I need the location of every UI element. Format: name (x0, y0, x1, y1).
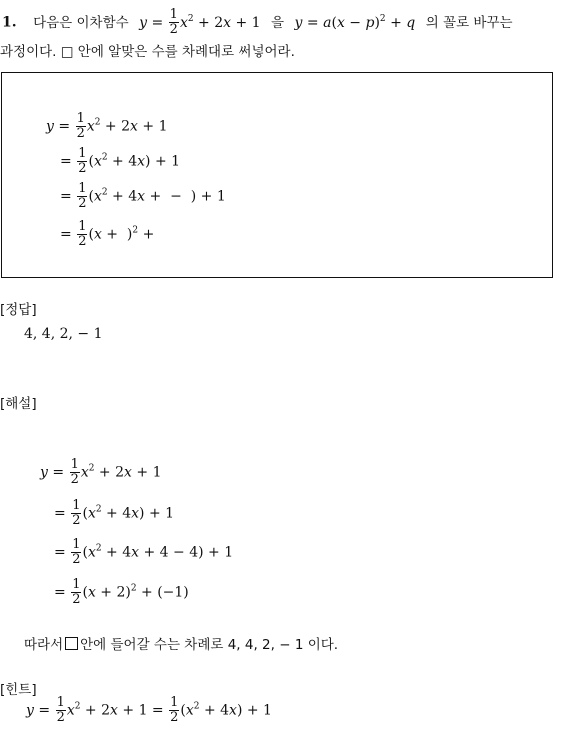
blank-box-icon (65, 637, 78, 650)
solution-label: [해설] (0, 396, 37, 412)
hint-label: [힌트] (0, 682, 37, 698)
box-line-4: = $\frac{1}{2}$ $(x + )^2$ + (60, 219, 155, 249)
solution-line-1: y = $\frac{1}{2}$ $x^2 + 2x + 1$ (40, 457, 162, 487)
box-line-1: y = $\frac{1}{2}$ $x^2 + 2x + 1$ (46, 111, 168, 141)
hint-value: y = $\frac{1}{2}$ $x^2 + 2x + 1$ = $\frac{1}{2}$ $(x^2 + 4x) + 1$ (26, 695, 272, 725)
answer-label: [정답] (0, 302, 37, 318)
box-line-2: = $\frac{1}{2}$ $(x^2 + 4x) + 1$ (60, 146, 181, 176)
problem-text-1: 다음은 이차함수 (33, 14, 129, 31)
problem-statement (2, 8, 513, 37)
target-form: $y = a(x - p)^2 + q$ (294, 13, 416, 31)
solution-line-2: = $\frac{1}{2}$ $(x^2 + 4x) + 1$ (54, 498, 175, 528)
answer-value: 4, 4, 2, − 1 (24, 326, 103, 342)
problem-text-2: 을 (271, 14, 285, 31)
solution-line-4: = $\frac{1}{2}$ $(x + 2)^2 + (-1)$ (54, 577, 189, 607)
solution-line-3: = $\frac{1}{2}$ $(x^2 + 4x + 4 - 4) + 1$ (54, 537, 234, 567)
problem-text-line2: 과정이다. □ 안에 알맞은 수를 차례대로 써넣어라. (0, 44, 295, 60)
solution-conclusion (24, 633, 338, 653)
box-line-3: = $\frac{1}{2}$ ($x^2 + 4x$ + − ) + 1 (60, 181, 226, 211)
problem-text-3: 의 꼴로 바꾸는 (425, 14, 513, 31)
conclusion-text-a: 따라서 (24, 637, 64, 653)
conclusion-text-b: 안에 들어갈 수는 차례로 4, 4, 2, − 1 이다. (80, 637, 339, 653)
problem-number: 1. (2, 14, 17, 31)
given-function: y = $\frac{1}{2}$ $x^2 + 2x + 1$ (139, 7, 266, 37)
